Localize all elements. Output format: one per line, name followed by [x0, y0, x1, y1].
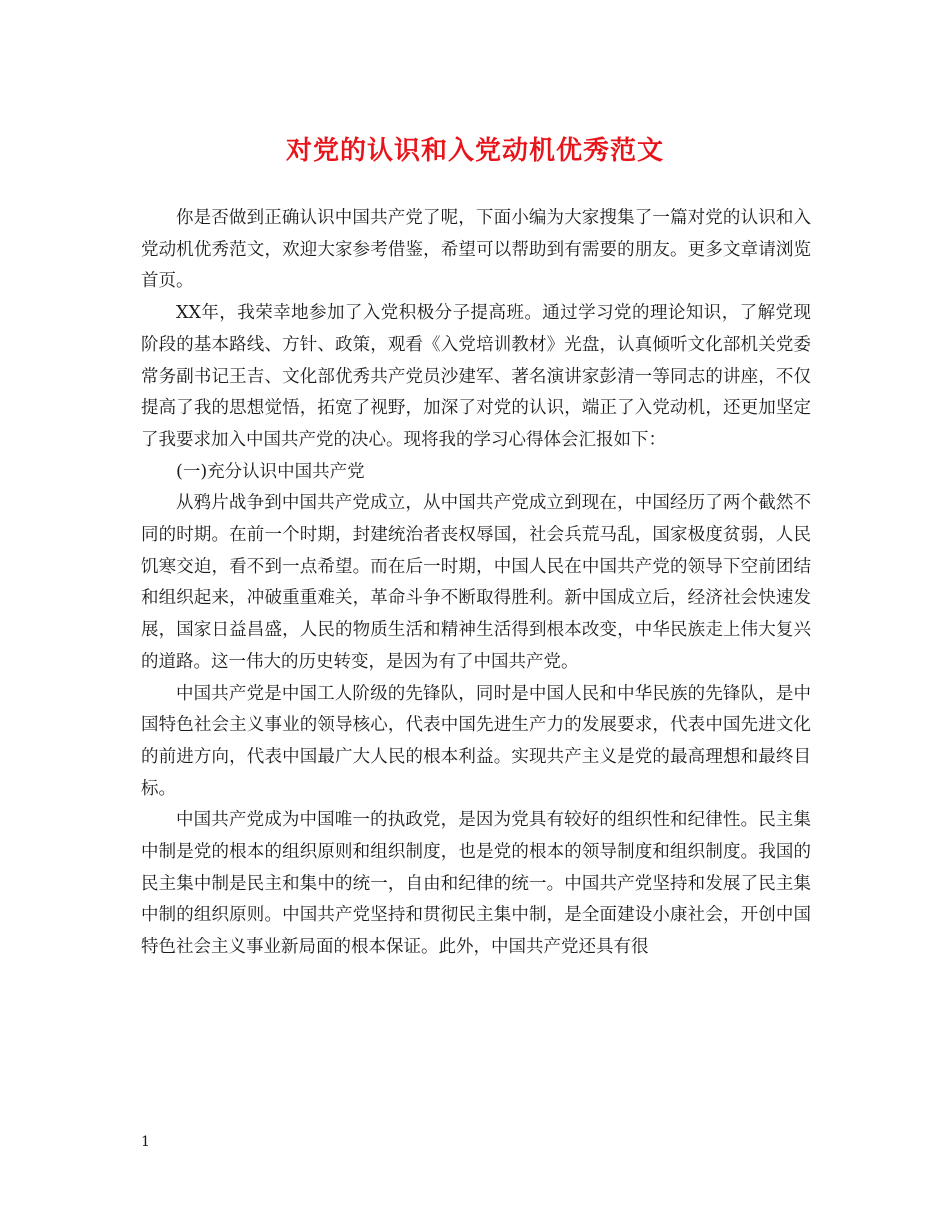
paragraph-history: 从鸦片战争到中国共产党成立，从中国共产党成立到现在，中国经历了两个截然不同的时期。在前一个时期，封建统治者丧权辱国，社会兵荒马乱，国家极度贫弱，人民饥寒交迫，看不到一点希望。而在后一时期，中国人民在中国共产党的领导下空前团结和组织起来，冲破重重难关，革命斗争不断取得胜利。新中国成立后，经济社会快速发展，国家日益昌盛，人民的物质生活和精神生活得到根本改变，中华民族走上伟大复兴的道路。这一伟大的历史转变，是因为有了中国共产党。 — [141, 493, 811, 672]
paragraph-democratic-centralism: 中国共产党成为中国唯一的执政党，是因为党具有较好的组织性和纪律性。民主集中制是党的根本的组织原则和组织制度，也是党的根本的领导制度和组织制度。我国的民主集中制是民主和集中的统一，自由和纪律的统一。中国共产党坚持和发展了民主集中制的组织原则。中国共产党坚持和贯彻民主集中制，是全面建设小康社会，开创中国特色社会主义事业新局面的根本保证。此外，中国共产党还具有很 — [141, 810, 811, 958]
paragraph-background: XX年，我荣幸地参加了入党积极分子提高班。通过学习党的理论知识，了解党现阶段的基本路线、方针、政策，观看《入党培训教材》光盘，认真倾听文化部机关党委常务副书记王吉、文化部优秀共产党员沙建军、著名演讲家彭清一等同志的讲座，不仅提高了我的思想觉悟，拓宽了视野，加深了对党的认识，端正了入党动机，还更加坚定了我要求加入中国共产党的决心。现将我的学习心得体会汇报如下： — [141, 303, 811, 450]
section-heading-1: (一)充分认识中国共产党 — [176, 461, 365, 482]
page-number: 1 — [141, 1134, 150, 1150]
document-title: 对党的认识和入党动机优秀范文 — [285, 136, 664, 166]
document-body — [141, 203, 811, 964]
paragraph-intro: 你是否做到正确认识中国共产党了呢，下面小编为大家搜集了一篇对党的认识和入党动机优秀范文，欢迎大家参考借鉴，希望可以帮助到有需要的朋友。更多文章请浏览首页。 — [141, 208, 811, 292]
paragraph-vanguard: 中国共产党是中国工人阶级的先锋队，同时是中国人民和中华民族的先锋队，是中国特色社会主义事业的领导核心，代表中国先进生产力的发展要求，代表中国先进文化的前进方向，代表中国最广大人民的根本利益。实现共产主义是党的最高理想和最终目标。 — [141, 683, 811, 799]
